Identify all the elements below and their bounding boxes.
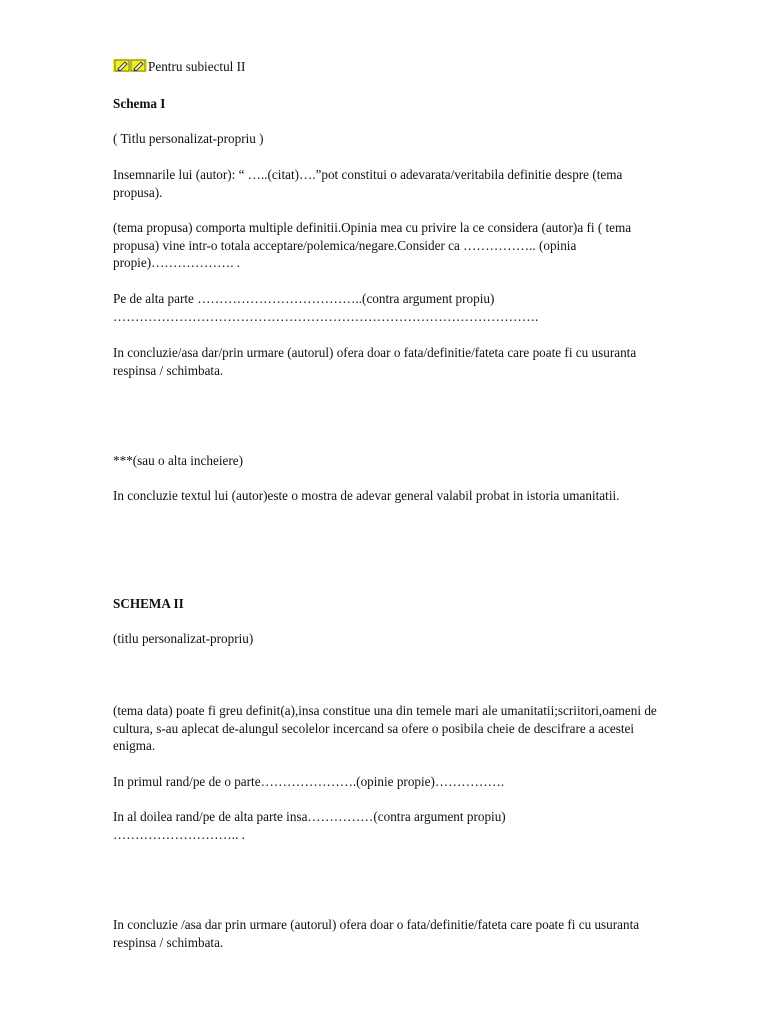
pencil-icon-pair	[113, 59, 147, 72]
schema1-paragraph-5: In concluzie textul lui (autor)este o mostra de adevar general valabil probat in istoria umanitatii.	[113, 488, 620, 503]
schema1-paragraph-2: (tema propusa) comporta multiple definitii.Opinia mea cu privire la ce considera (autor)a fi ( tema propusa) vine intr-o totala acceptare/polemica/negare.Consider ca …………….. (opinia propie)………………. .	[113, 220, 632, 270]
schema1-alt-heading: ***(sau o alta incheiere)	[113, 453, 243, 468]
schema1-paragraph-3-line-2: …………………………………………………………………………………….	[113, 309, 539, 324]
schema2-title: SCHEMA II	[113, 596, 184, 611]
schema2-paragraph-4: In concluzie /asa dar prin urmare (autorul) ofera doar o fata/definitie/fateta care poate fi cu usuranta respinsa / schimbata.	[113, 917, 640, 950]
pencil-icon	[130, 59, 146, 72]
schema2-subtitle: (titlu personalizat-propriu)	[113, 631, 254, 646]
intro-line	[113, 58, 245, 76]
schema1-paragraph-1: Insemnarile lui (autor): “ …..(citat)….”pot constitui o adevarata/veritabila definitie despre (tema propusa).	[113, 167, 623, 200]
schema1-paragraph-4: In concluzie/asa dar/prin urmare (autorul) ofera doar o fata/definitie/fateta care poate fi cu usuranta respinsa / schimbata.	[113, 345, 637, 378]
schema2-paragraph-2: In primul rand/pe de o parte………………….(opinie propie)…………….	[113, 774, 505, 789]
schema2-paragraph-3-line-2: ……………………….. .	[113, 827, 245, 842]
pencil-icon	[114, 59, 130, 72]
schema1-title: Schema I	[113, 96, 166, 111]
intro-text: Pentru subiectul II	[148, 59, 246, 74]
schema2-paragraph-1: (tema data) poate fi greu definit(a),insa constitue una din temele mari ale umanitatii;scriitori,oameni de cultura, s-au aplecat de-alungul secolelor incercand sa ofere o posibila cheie de descifrare a acestei enigma.	[113, 703, 657, 753]
schema1-paragraph-3-line-1: Pe de alta parte ………………………………..(contra argument propiu)	[113, 291, 495, 306]
schema1-subtitle: ( Titlu personalizat-propriu )	[113, 131, 264, 146]
schema2-paragraph-3-line-1: In al doilea rand/pe de alta parte insa……………(contra argument propiu)	[113, 809, 506, 824]
